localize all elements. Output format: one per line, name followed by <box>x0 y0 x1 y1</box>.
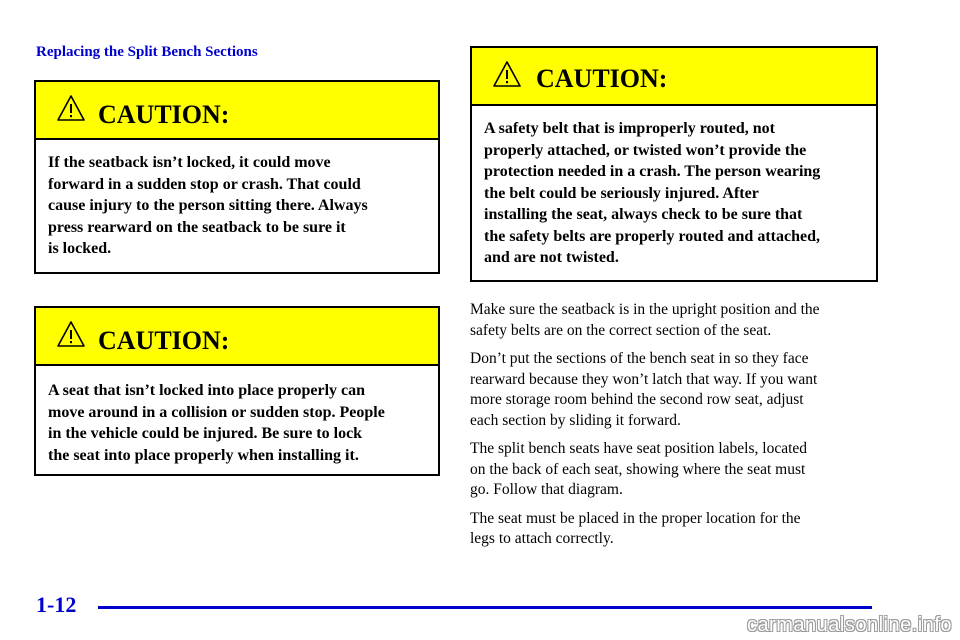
caution-title: CAUTION: <box>536 64 668 93</box>
text-line: The seat must be placed in the proper location for the <box>470 509 801 527</box>
caution-line: A safety belt that is improperly routed, not <box>484 120 775 137</box>
caution-line: the belt could be seriously injured. After <box>484 184 759 202</box>
caution-line: is locked. <box>48 240 112 257</box>
paragraph-position-labels <box>470 439 880 501</box>
watermark-text: carmanualsonline.info <box>746 614 952 636</box>
caution-line: the seat into place properly when installing it. <box>48 446 359 464</box>
text-line: more storage room behind the second row seat, adjust <box>470 391 804 408</box>
caution-title: CAUTION: <box>98 100 230 129</box>
caution-header <box>36 308 438 366</box>
caution-text <box>472 106 876 269</box>
text-line: The split bench seats have seat position labels, located <box>470 440 808 457</box>
body-text <box>470 300 880 558</box>
caution-box-seatback-locked <box>34 80 440 274</box>
caution-box-seat-locked-in-place <box>34 306 440 476</box>
paragraph-seatback-upright <box>470 300 880 341</box>
warning-triangle-icon <box>492 60 522 88</box>
text-line: legs to attach correctly. <box>470 530 614 547</box>
caution-line: press rearward on the seatback to be sure it <box>48 218 346 236</box>
text-line: each section by sliding it forward. <box>470 411 681 429</box>
warning-triangle-icon <box>56 320 86 348</box>
caution-line: move around in a collision or sudden stop. People <box>48 403 385 421</box>
caution-line: the safety belts are properly routed and attached, <box>484 227 820 245</box>
caution-text <box>36 140 438 260</box>
text-line: safety belts are on the correct section of the seat. <box>470 321 772 339</box>
section-heading: Replacing the Split Bench Sections <box>36 44 258 60</box>
text-line: Make sure the seatback is in the upright position and the <box>470 301 820 318</box>
text-line: on the back of each seat, showing where the seat must <box>470 460 806 478</box>
caution-line: properly attached, or twisted won’t provide the <box>484 141 807 159</box>
text-line: rearward because they won’t latch that way. If you want <box>470 370 818 388</box>
footer-rule <box>98 606 872 609</box>
caution-line: and are not twisted. <box>484 249 619 266</box>
caution-header <box>36 82 438 140</box>
caution-line: in the vehicle could be injured. Be sure to lock <box>48 425 363 442</box>
caution-line: forward in a sudden stop or crash. That could <box>48 175 361 193</box>
caution-line: installing the seat, always check to be sure that <box>484 206 803 223</box>
caution-line: cause injury to the person sitting there. Always <box>48 197 368 214</box>
text-line: Don’t put the sections of the bench seat in so they face <box>470 350 809 367</box>
caution-header <box>472 48 876 106</box>
warning-triangle-icon <box>56 94 86 122</box>
caution-line: A seat that isn’t locked into place properly can <box>48 382 366 399</box>
paragraph-facing-direction <box>470 349 880 431</box>
caution-box-safety-belt-routing <box>470 46 878 282</box>
page-number: 1-12 <box>36 592 77 617</box>
caution-text <box>36 366 438 466</box>
caution-line: If the seatback isn’t locked, it could move <box>48 154 331 171</box>
caution-line: protection needed in a crash. The person wearing <box>484 163 821 180</box>
caution-title: CAUTION: <box>98 326 230 355</box>
paragraph-proper-location <box>470 509 880 550</box>
text-line: go. Follow that diagram. <box>470 481 623 498</box>
